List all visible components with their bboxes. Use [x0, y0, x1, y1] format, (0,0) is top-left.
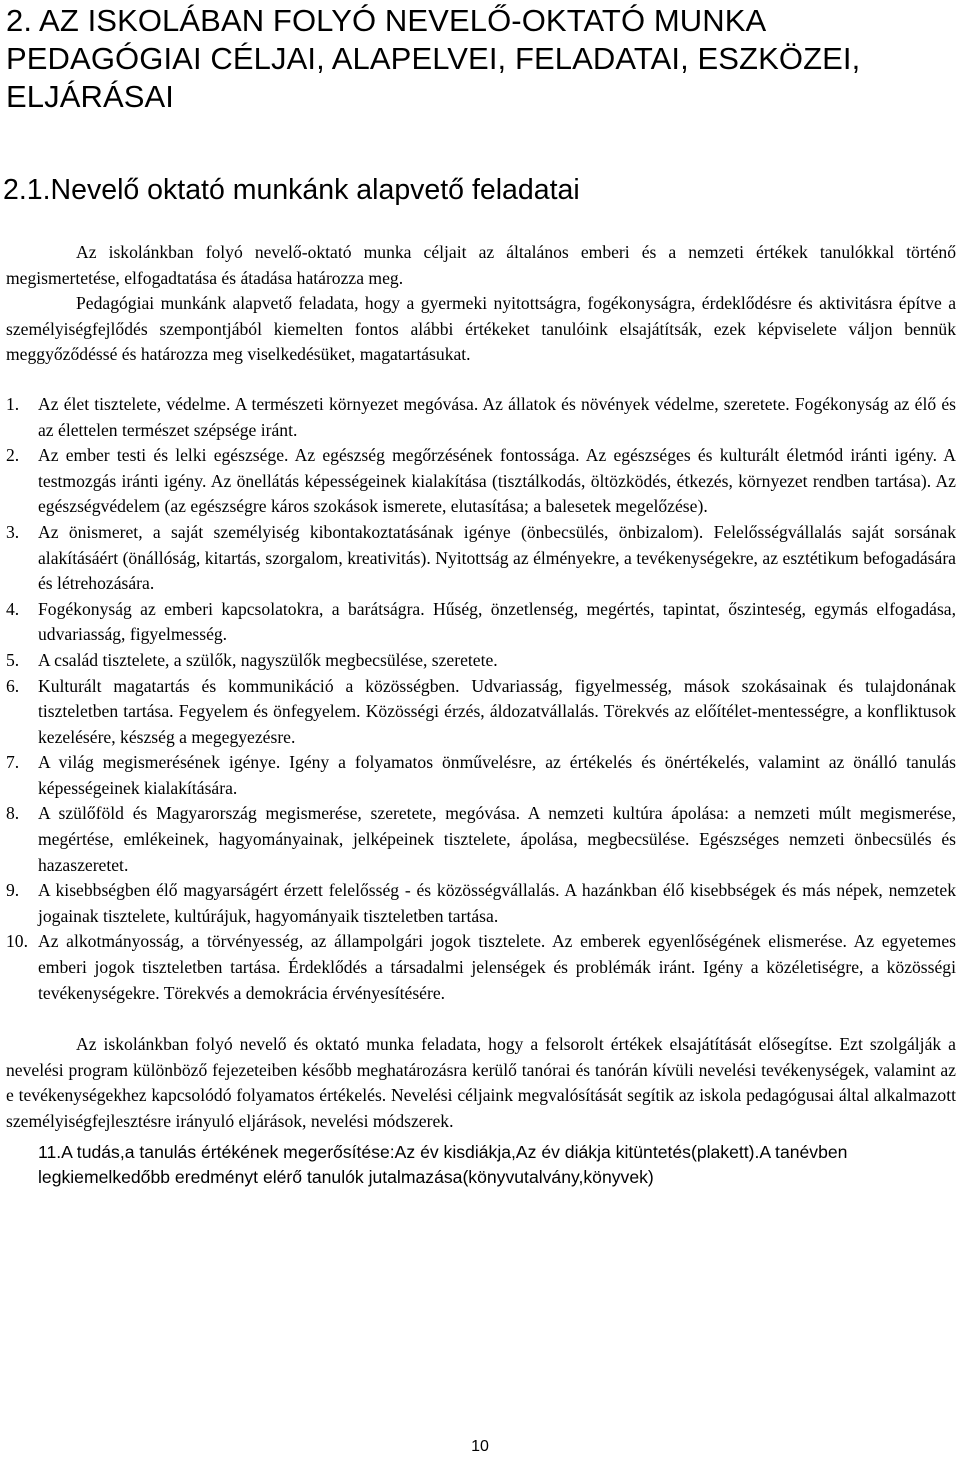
list-item-text: A család tisztelete, a szülők, nagyszülők megbecsülése, szeretete.	[38, 649, 498, 670]
list-item-text: Az ember testi és lelki egészsége. Az egészség megőrzésének fontossága. Az egészséges és kulturált életmód iránti igény. A testmozgás iránti igény. Az önellátás képességeinek kialakítása (tisztálkodás, öltözködés, étkezés, környezet rendben tartása). Az egészségvédelem (az egészségre káros szokások ismerete, elutasítása; a balesetek megelőzése).	[38, 445, 956, 517]
list-item-number: 9.	[6, 880, 20, 901]
list-item	[6, 597, 956, 648]
list-item-number: 1.	[6, 393, 20, 414]
list-item-text: Az élet tisztelete, védelme. A természeti környezet megóvása. Az állatok és növények védelme, szeretete. Fogékonyság az élő és az élettelen természet szépsége iránt.	[38, 393, 956, 440]
list-item	[6, 878, 956, 929]
list-item-text: Fogékonyság az emberi kapcsolatokra, a barátságra. Hűség, önzetlenség, megértés, tapintat, őszinteség, egymás elfogadása, udvariasság, figyelmesség.	[38, 598, 956, 645]
list-item	[6, 392, 956, 443]
list-item-text: Az alkotmányosság, a törvényesség, az állampolgári jogok tisztelete. Az emberek egyenlőségének elismerése. Az egyetemes emberi jogok tiszteletben tartása. Érdeklődés a társadalmi jelenségek és problémák iránt. Igény a közéletiségre, a közösségi tevékenységekre. Törekvés a demokrácia érvényesítésére.	[38, 931, 956, 1003]
list-item-text: A kisebbségben élő magyarságért érzett felelősség - és közösségvállalás. A hazánkban élő kisebbségek és más népek, nemzetek jogainak tisztelete, kultúrájuk, hagyományaik tiszteletben tartása.	[38, 880, 956, 926]
list-item-text: Az önismeret, a saját személyiség kibontakoztatásának igénye (önbecsülés, önbizalom). Felelősségvállalás saját sorsának alakításáért (önállóság, kitartás, szorgalom, kreativitás). Nyitottság az élményekre, a tevékenységekre, az esztétikum befogadására és létrehozására.	[38, 521, 956, 594]
closing-paragraph: Az iskolánkban folyó nevelő és oktató munka feladata, hogy a felsorolt értékek elsajátítását elősegítse. Ezt szolgálják a nevelési program különböző fejezeteiben később meghatározásra kerülő tanórai és tanórán kívüli nevelési tevékenységek, valamint az e tevékenységekhez kapcsolódó folyamatos értékelés. Nevelési céljaink megvalósítását segítik az iskola pedagógusai által alkalmazott személyiségfejlesztésre irányuló eljárások, nevelési módszerek.	[6, 1034, 956, 1131]
document-page	[3, 0, 956, 1191]
list-item-text: A világ megismerésének igénye. Igény a folyamatos önművelésre, az értékelés és önértékelés, valamint az önálló tanulás képességeinek kialakítására.	[38, 752, 956, 798]
list-item-number: 8.	[6, 803, 20, 824]
list-item	[6, 750, 956, 801]
list-item	[6, 674, 956, 751]
intro-paragraph: Az iskolánkban folyó nevelő-oktató munka céljait az általános emberi és a nemzeti értékek tanulókkal történő megismertetése, elfogadtatása és átadása határozza meg.	[6, 242, 956, 288]
list-item-number: 6.	[6, 675, 20, 696]
list-item-number: 7.	[6, 752, 20, 773]
list-item-number: 2.	[6, 445, 20, 466]
list-item-text: A szülőföld és Magyarország megismerése, szeretete, megóvása. A nemzeti kultúra ápolása: a nemzeti múlt megismerése, megértése, emlékeinek, hagyományainak, jelképeinek tisztelete, ápolása, megbecsülése. Egészséges nemzeti önbecsülés és hazaszeretet.	[38, 803, 956, 875]
list-item	[6, 443, 956, 520]
list-item	[6, 929, 956, 1006]
list-item-11: 11.A tudás,a tanulás értékének megerősítése:Az év kisdiákja,Az év diákja kitüntetés(plakett).A tanévben legkiemelkedőbb eredményt elérő tanulók jutalmazása(könyvutalvány,könyvek)	[38, 1141, 848, 1188]
second-paragraph: Pedagógiai munkánk alapvető feladata, hogy a gyermeki nyitottságra, fogékonyságra, érdeklődésre és aktivitásra építve a személyiségfejlődés szempontjából kiemelten fontos alábbi értékeket tanulóink elsajátítsák, ezek képviselete váljon bennük meggyőződéssé és határozza meg viselkedésüket, magatartásukat.	[6, 293, 956, 365]
list-item	[6, 520, 956, 597]
list-item-text: Kulturált magatartás és kommunikáció a közösségben. Udvariasság, figyelmesség, mások szokásainak és tulajdonának tiszteletben tartása. Fegyelem és önfegyelem. Közösségi érzés, áldozatvállalás. Törekvés az előítélet-mentességre, a konfliktusok kezelésére, készség a megegyezésre.	[38, 675, 956, 747]
chapter-heading: 2. AZ ISKOLÁBAN FOLYÓ NEVELŐ-OKTATÓ MUNKA PEDAGÓGIAI CÉLJAI, ALAPELVEI, FELADATAI, ESZKÖZEI, ELJÁRÁSAI	[6, 3, 861, 114]
list-item	[6, 648, 956, 674]
page-number: 10	[471, 1438, 489, 1455]
list-item-number: 10.	[6, 931, 28, 952]
list-item	[6, 801, 956, 878]
list-item-number: 3.	[6, 521, 20, 542]
list-item-number: 5.	[6, 649, 20, 670]
section-heading: 2.1.Nevelő oktató munkánk alapvető feladatai	[3, 174, 580, 206]
list-item-number: 4.	[6, 598, 20, 619]
values-list	[6, 392, 956, 1006]
